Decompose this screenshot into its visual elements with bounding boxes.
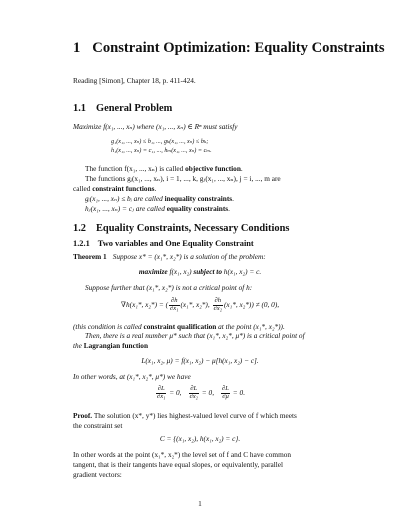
gradient-equation: ∇h(x₁*, x₂*) = ( $\frac{\partial h}{\text{∂x₁}}$ (x₁*, x₂*), $\frac{\partial h}{\text{∂x₂}}$ (x₁*, x₂*)) ≠ (0, 0), <box>120 297 280 312</box>
subsection-heading-1-2: 1.2 Equality Constraints, Necessary Conditions <box>73 223 290 234</box>
proof-statement: Proof. The solution (x*, y*) lies highest-valued level curve of f which meets <box>73 411 297 420</box>
tangency-paragraph-line-2: tangent, that is their tangents have equal slopes, or equivalently, parallel <box>73 460 284 469</box>
section-number: 1 <box>73 40 81 56</box>
section-heading <box>73 41 385 56</box>
equality-constraints-line: h₁(x₁, ..., xₙ) = c₁, ..., hₘ(x₁, ..., xₙ) = cₘ. <box>111 147 212 154</box>
lagrange-multiplier-statement: Then, there is a real number μ* such that (x₁*, x₂*, μ*) is a critical point of <box>85 331 305 340</box>
constraint-set-intro: the constraint set <box>73 421 123 430</box>
subsubsection-heading-1-2-1: 1.2.1 Two variables and One Equality Constraint <box>73 239 254 248</box>
tangency-paragraph-line-1: In other words at the point (x₁*, x₂*) the level set of f and C have common <box>73 450 292 459</box>
first-order-conditions-intro: In other words, at (x₁*, x₂*, μ*) we have <box>73 372 191 381</box>
theorem-statement: Theorem 1 Suppose x* = (x₁*, x₂*) is a solution of the problem: <box>73 252 266 261</box>
section-title: Constraint Optimization: Equality Constraints <box>92 40 385 56</box>
page-number: 1 <box>198 499 202 508</box>
constraint-set-equation: C = {(x₁, x₂), h(x₁, x₂) = c}. <box>159 434 241 443</box>
constraint-qualification-note: (this condition is called constraint qualification at the point (x₁*, x₂*)). <box>73 322 285 331</box>
constraint-functions-definition: called constraint functions. <box>73 184 157 193</box>
reading-note: Reading [Simon], Chapter 18, p. 411-424. <box>73 76 196 85</box>
critical-point-condition: Suppose further that (x₁*, x₂*) is not a critical point of h: <box>85 283 253 292</box>
optimization-problem: maximize f(x₁, x₂) subject to h(x₁, x₂) = c. <box>138 267 262 276</box>
inequality-constraints-definition: gᵢ(x₁, ..., xₙ) ≤ bᵢ are called inequality constraints. <box>85 194 234 203</box>
maximize-statement: Maximize f(x₁, ..., xₙ) where (x₁, ..., xₙ) ∈ Rⁿ must satisfy <box>73 122 238 131</box>
first-order-conditions: $\frac{\partial L}{\text{∂x₁}}$ = 0, $\frac{\partial L}{\text{∂x₂}}$ = 0, $\frac{\partial L}{\partial\mu}$ = 0. <box>156 385 246 400</box>
tangency-paragraph-line-3: gradient vectors: <box>73 470 122 479</box>
equality-constraints-definition: hⱼ(x₁, ..., xₙ) = cⱼ are called equality constraints. <box>85 204 230 213</box>
constraint-functions-line: The functions gᵢ(x₁, ..., xₙ), i = 1, ..., k, gⱼ(x₁, ..., xₙ), j = i, ..., m are <box>85 174 281 183</box>
subsection-heading-1-1: 1.1 General Problem <box>73 103 173 114</box>
inequality-constraints-line: g₁(x₁, ..., xₙ) ≤ b₁, ..., gₖ(x₁, ..., xₙ) ≤ bₖ; <box>111 138 209 145</box>
lagrangian-equation: L(x₁, x₂, μ) = f(x₁, x₂) − μ[h(x₁, x₂) − c]. <box>141 356 259 365</box>
lagrangian-intro: the Lagrangian function <box>73 341 149 350</box>
objective-function-definition: The function f(x₁, ..., xₙ) is called objective function. <box>85 164 243 173</box>
